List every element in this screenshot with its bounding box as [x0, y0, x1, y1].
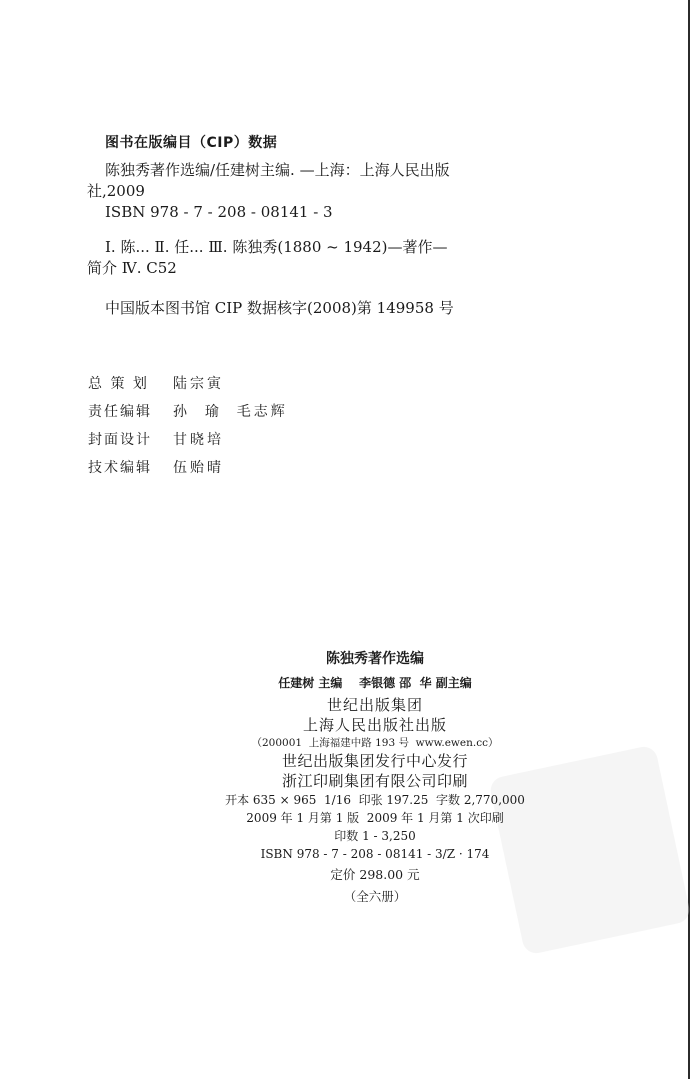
- volume-count: （全六册）: [343, 889, 407, 904]
- credit-name: 伍贻晴: [173, 460, 224, 476]
- credit-role: 封面设计: [88, 432, 152, 448]
- format-specs: 开本 635 × 965 1/16 印张 197.25 字数 2,770,000: [225, 793, 525, 807]
- cip-classification: Ⅰ. 陈... Ⅱ. 任... Ⅲ. 陈独秀(1880 ~ 1942)—著作—: [105, 238, 448, 256]
- price: 定价 298.00 元: [330, 867, 420, 882]
- credit-role: 总 策 划: [88, 376, 149, 392]
- credit-role: 责任编辑: [88, 404, 152, 420]
- publisher-address: （200001 上海福建中路 193 号 www.ewen.cc）: [251, 737, 499, 749]
- credit-name: 陆宗寅: [173, 376, 224, 392]
- publisher: 上海人民出版社出版: [302, 716, 447, 734]
- page-edge: [688, 0, 690, 1079]
- cip-line-2: 社,2009: [87, 182, 145, 200]
- credits-list: [88, 370, 288, 482]
- colophon-title: 陈独秀著作选编: [326, 651, 424, 667]
- credit-row: [88, 454, 288, 482]
- colophon-isbn: ISBN 978 - 7 - 208 - 08141 - 3/Z · 174: [260, 847, 490, 861]
- printer: 浙江印刷集团有限公司印刷: [281, 772, 468, 790]
- edition-info: 2009 年 1 月第 1 版 2009 年 1 月第 1 次印刷: [246, 811, 504, 825]
- cip-heading: 图书在版编目（CIP）数据: [105, 135, 278, 151]
- cip-block: [87, 132, 545, 319]
- cip-classification-cont: 简介 Ⅳ. C52: [87, 259, 177, 277]
- distributor: 世纪出版集团发行中心发行: [281, 752, 468, 770]
- cip-record-number: 中国版本图书馆 CIP 数据核字(2008)第 149958 号: [105, 299, 454, 317]
- credit-name: 孙 瑜 毛志辉: [173, 404, 288, 420]
- colophon-editors: 任建树 主编 李银德 邵 华 副主编: [278, 676, 472, 690]
- cip-isbn: ISBN 978 - 7 - 208 - 08141 - 3: [105, 203, 333, 221]
- colophon: [190, 648, 560, 907]
- credit-role: 技术编辑: [88, 460, 152, 476]
- credit-name: 甘晓培: [173, 432, 224, 448]
- credit-row: [88, 426, 288, 454]
- publishing-group: 世纪出版集团: [326, 696, 423, 714]
- credit-row: [88, 398, 288, 426]
- credit-row: [88, 370, 288, 398]
- cip-line-1: 陈独秀著作选编/任建树主编. —上海：上海人民出版: [105, 161, 450, 179]
- print-run: 印数 1 - 3,250: [334, 829, 416, 843]
